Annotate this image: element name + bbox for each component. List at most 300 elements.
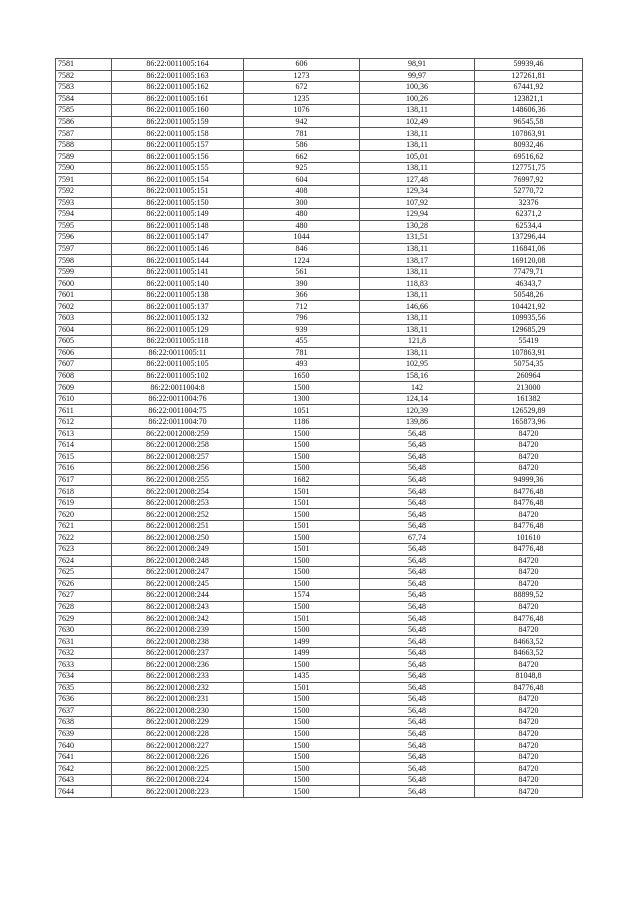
- row-number-cell: 7607: [56, 359, 112, 371]
- cadastral-value-cell: 84720: [475, 717, 583, 729]
- table-row: [56, 555, 583, 567]
- unit-value-cell: 139,86: [360, 416, 475, 428]
- cadastral-value-cell: 84663,52: [475, 647, 583, 659]
- cadastral-number-cell: 86:22:0011005:158: [112, 128, 244, 140]
- row-number-cell: 7622: [56, 532, 112, 544]
- area-value-cell: 604: [244, 174, 360, 186]
- table-row: [56, 70, 583, 82]
- row-number-cell: 7616: [56, 463, 112, 475]
- row-number-cell: 7592: [56, 186, 112, 198]
- cadastral-number-cell: 86:22:0011005:162: [112, 82, 244, 94]
- table-body: [56, 59, 583, 798]
- cadastral-value-cell: 96545,58: [475, 116, 583, 128]
- area-value-cell: 1435: [244, 670, 360, 682]
- row-number-cell: 7585: [56, 105, 112, 117]
- table-row: [56, 497, 583, 509]
- cadastral-number-cell: 86:22:0012008:233: [112, 670, 244, 682]
- row-number-cell: 7619: [56, 497, 112, 509]
- cadastral-value-cell: 84720: [475, 428, 583, 440]
- area-value-cell: 1499: [244, 647, 360, 659]
- cadastral-number-cell: 86:22:0012008:225: [112, 763, 244, 775]
- unit-value-cell: 56,48: [360, 774, 475, 786]
- table-row: [56, 59, 583, 71]
- cadastral-value-cell: 84720: [475, 751, 583, 763]
- area-value-cell: 1500: [244, 786, 360, 798]
- area-value-cell: 1500: [244, 555, 360, 567]
- cadastral-value-cell: 84720: [475, 555, 583, 567]
- cadastral-value-cell: 80932,46: [475, 139, 583, 151]
- cadastral-value-cell: 116841,06: [475, 243, 583, 255]
- table-row: [56, 93, 583, 105]
- area-value-cell: 672: [244, 82, 360, 94]
- unit-value-cell: 56,48: [360, 682, 475, 694]
- unit-value-cell: 138,11: [360, 347, 475, 359]
- table-row: [56, 82, 583, 94]
- row-number-cell: 7615: [56, 451, 112, 463]
- cadastral-value-cell: 62371,2: [475, 209, 583, 221]
- unit-value-cell: 131,51: [360, 232, 475, 244]
- unit-value-cell: 127,48: [360, 174, 475, 186]
- table-row: [56, 440, 583, 452]
- unit-value-cell: 100,26: [360, 93, 475, 105]
- area-value-cell: 1044: [244, 232, 360, 244]
- cadastral-number-cell: 86:22:0012008:238: [112, 636, 244, 648]
- table-row: [56, 266, 583, 278]
- unit-value-cell: 56,48: [360, 486, 475, 498]
- area-value-cell: 408: [244, 186, 360, 198]
- table-row: [56, 289, 583, 301]
- unit-value-cell: 142: [360, 382, 475, 394]
- row-number-cell: 7605: [56, 336, 112, 348]
- cadastral-number-cell: 86:22:0012008:228: [112, 728, 244, 740]
- row-number-cell: 7586: [56, 116, 112, 128]
- unit-value-cell: 56,48: [360, 590, 475, 602]
- table-row: [56, 659, 583, 671]
- unit-value-cell: 138,11: [360, 139, 475, 151]
- cadastral-number-cell: 86:22:0012008:255: [112, 474, 244, 486]
- table-row: [56, 232, 583, 244]
- unit-value-cell: 56,48: [360, 786, 475, 798]
- area-value-cell: 480: [244, 209, 360, 221]
- row-number-cell: 7600: [56, 278, 112, 290]
- cadastral-number-cell: 86:22:0012008:237: [112, 647, 244, 659]
- area-value-cell: 1500: [244, 509, 360, 521]
- row-number-cell: 7643: [56, 774, 112, 786]
- cadastral-value-cell: 109935,56: [475, 313, 583, 325]
- cadastral-value-cell: 84720: [475, 624, 583, 636]
- area-value-cell: 1500: [244, 451, 360, 463]
- cadastral-number-cell: 86:22:0011005:163: [112, 70, 244, 82]
- cadastral-number-cell: 86:22:0011005:147: [112, 232, 244, 244]
- table-row: [56, 486, 583, 498]
- cadastral-value-cell: 260964: [475, 370, 583, 382]
- area-value-cell: 1500: [244, 578, 360, 590]
- cadastral-value-cell: 84720: [475, 509, 583, 521]
- unit-value-cell: 56,48: [360, 717, 475, 729]
- unit-value-cell: 56,48: [360, 728, 475, 740]
- row-number-cell: 7595: [56, 220, 112, 232]
- area-value-cell: 1051: [244, 405, 360, 417]
- area-value-cell: 1500: [244, 567, 360, 579]
- cadastral-number-cell: 86:22:0011005:118: [112, 336, 244, 348]
- cadastral-value-cell: 84720: [475, 567, 583, 579]
- table-row: [56, 474, 583, 486]
- unit-value-cell: 138,11: [360, 128, 475, 140]
- cadastral-number-cell: 86:22:0011005:138: [112, 289, 244, 301]
- area-value-cell: 480: [244, 220, 360, 232]
- cadastral-value-cell: 101610: [475, 532, 583, 544]
- area-value-cell: 493: [244, 359, 360, 371]
- cadastral-number-cell: 86:22:0011004:8: [112, 382, 244, 394]
- row-number-cell: 7598: [56, 255, 112, 267]
- table-row: [56, 613, 583, 625]
- cadastral-number-cell: 86:22:0012008:259: [112, 428, 244, 440]
- cadastral-value-cell: 123821,1: [475, 93, 583, 105]
- cadastral-number-cell: 86:22:0011005:146: [112, 243, 244, 255]
- cadastral-value-cell: 84720: [475, 786, 583, 798]
- area-value-cell: 1501: [244, 613, 360, 625]
- cadastral-number-cell: 86:22:0011004:75: [112, 405, 244, 417]
- area-value-cell: 925: [244, 162, 360, 174]
- table-row: [56, 451, 583, 463]
- unit-value-cell: 130,28: [360, 220, 475, 232]
- cadastral-value-cell: 84776,48: [475, 520, 583, 532]
- cadastral-value-cell: 84720: [475, 774, 583, 786]
- unit-value-cell: 138,11: [360, 266, 475, 278]
- table-row: [56, 139, 583, 151]
- unit-value-cell: 102,95: [360, 359, 475, 371]
- cadastral-number-cell: 86:22:0011004:76: [112, 393, 244, 405]
- table-row: [56, 359, 583, 371]
- cadastral-number-cell: 86:22:0012008:244: [112, 590, 244, 602]
- unit-value-cell: 56,48: [360, 740, 475, 752]
- row-number-cell: 7588: [56, 139, 112, 151]
- cadastral-value-cell: 213000: [475, 382, 583, 394]
- cadastral-number-cell: 86:22:0011005:11: [112, 347, 244, 359]
- table-row: [56, 405, 583, 417]
- row-number-cell: 7596: [56, 232, 112, 244]
- area-value-cell: 1501: [244, 497, 360, 509]
- cadastral-value-cell: 165873,96: [475, 416, 583, 428]
- unit-value-cell: 105,01: [360, 151, 475, 163]
- cadastral-number-cell: 86:22:0011005:102: [112, 370, 244, 382]
- cadastral-number-cell: 86:22:0012008:230: [112, 705, 244, 717]
- area-value-cell: 1682: [244, 474, 360, 486]
- table-row: [56, 382, 583, 394]
- table-row: [56, 717, 583, 729]
- cadastral-number-cell: 86:22:0011005:157: [112, 139, 244, 151]
- unit-value-cell: 56,48: [360, 463, 475, 475]
- table-row: [56, 624, 583, 636]
- cadastral-number-cell: 86:22:0012008:248: [112, 555, 244, 567]
- cadastral-value-cell: 55419: [475, 336, 583, 348]
- row-number-cell: 7640: [56, 740, 112, 752]
- table-row: [56, 520, 583, 532]
- cadastral-value-cell: 104421,92: [475, 301, 583, 313]
- unit-value-cell: 56,48: [360, 694, 475, 706]
- cadastral-number-cell: 86:22:0011005:154: [112, 174, 244, 186]
- table-row: [56, 151, 583, 163]
- area-value-cell: 1500: [244, 659, 360, 671]
- table-row: [56, 578, 583, 590]
- cadastral-number-cell: 86:22:0011005:132: [112, 313, 244, 325]
- unit-value-cell: 56,48: [360, 763, 475, 775]
- cadastral-number-cell: 86:22:0012008:251: [112, 520, 244, 532]
- area-value-cell: 1500: [244, 705, 360, 717]
- row-number-cell: 7581: [56, 59, 112, 71]
- cadastral-value-cell: 69516,62: [475, 151, 583, 163]
- area-value-cell: 781: [244, 347, 360, 359]
- cadastral-number-cell: 86:22:0012008:229: [112, 717, 244, 729]
- cadastral-number-cell: 86:22:0012008:227: [112, 740, 244, 752]
- cadastral-value-cell: 84776,48: [475, 486, 583, 498]
- table-row: [56, 174, 583, 186]
- cadastral-value-cell: 126529,89: [475, 405, 583, 417]
- cadastral-number-cell: 86:22:0011005:105: [112, 359, 244, 371]
- row-number-cell: 7599: [56, 266, 112, 278]
- table-row: [56, 428, 583, 440]
- table-row: [56, 162, 583, 174]
- table-row: [56, 243, 583, 255]
- unit-value-cell: 138,11: [360, 162, 475, 174]
- unit-value-cell: 138,11: [360, 243, 475, 255]
- cadastral-value-cell: 50754,35: [475, 359, 583, 371]
- table-row: [56, 463, 583, 475]
- area-value-cell: 1500: [244, 440, 360, 452]
- cadastral-number-cell: 86:22:0012008:247: [112, 567, 244, 579]
- row-number-cell: 7633: [56, 659, 112, 671]
- row-number-cell: 7631: [56, 636, 112, 648]
- row-number-cell: 7604: [56, 324, 112, 336]
- unit-value-cell: 56,48: [360, 567, 475, 579]
- cadastral-value-cell: 137296,44: [475, 232, 583, 244]
- row-number-cell: 7620: [56, 509, 112, 521]
- unit-value-cell: 107,92: [360, 197, 475, 209]
- area-value-cell: 1500: [244, 463, 360, 475]
- cadastral-number-cell: 86:22:0012008:250: [112, 532, 244, 544]
- table-row: [56, 532, 583, 544]
- unit-value-cell: 56,48: [360, 555, 475, 567]
- row-number-cell: 7618: [56, 486, 112, 498]
- table-row: [56, 186, 583, 198]
- row-number-cell: 7632: [56, 647, 112, 659]
- cadastral-value-cell: 84663,52: [475, 636, 583, 648]
- cadastral-value-cell: 94999,36: [475, 474, 583, 486]
- table-row: [56, 774, 583, 786]
- area-value-cell: 796: [244, 313, 360, 325]
- row-number-cell: 7627: [56, 590, 112, 602]
- cadastral-number-cell: 86:22:0011005:159: [112, 116, 244, 128]
- unit-value-cell: 102,49: [360, 116, 475, 128]
- table-row: [56, 209, 583, 221]
- unit-value-cell: 56,48: [360, 670, 475, 682]
- cadastral-number-cell: 86:22:0011005:148: [112, 220, 244, 232]
- area-value-cell: 712: [244, 301, 360, 313]
- row-number-cell: 7593: [56, 197, 112, 209]
- cadastral-value-cell: 84720: [475, 740, 583, 752]
- unit-value-cell: 56,48: [360, 659, 475, 671]
- row-number-cell: 7625: [56, 567, 112, 579]
- row-number-cell: 7641: [56, 751, 112, 763]
- cadastral-number-cell: 86:22:0011005:141: [112, 266, 244, 278]
- area-value-cell: 1500: [244, 624, 360, 636]
- unit-value-cell: 118,83: [360, 278, 475, 290]
- cadastral-value-cell: 46343,7: [475, 278, 583, 290]
- table-row: [56, 105, 583, 117]
- cadastral-value-cell: 84720: [475, 578, 583, 590]
- row-number-cell: 7613: [56, 428, 112, 440]
- unit-value-cell: 56,48: [360, 520, 475, 532]
- area-value-cell: 606: [244, 59, 360, 71]
- row-number-cell: 7636: [56, 694, 112, 706]
- area-value-cell: 1501: [244, 682, 360, 694]
- cadastral-number-cell: 86:22:0012008:253: [112, 497, 244, 509]
- unit-value-cell: 67,74: [360, 532, 475, 544]
- row-number-cell: 7626: [56, 578, 112, 590]
- cadastral-value-cell: 107863,91: [475, 347, 583, 359]
- row-number-cell: 7582: [56, 70, 112, 82]
- row-number-cell: 7637: [56, 705, 112, 717]
- cadastral-value-cell: 67441,92: [475, 82, 583, 94]
- row-number-cell: 7594: [56, 209, 112, 221]
- table-row: [56, 255, 583, 267]
- cadastral-value-cell: 84720: [475, 763, 583, 775]
- row-number-cell: 7601: [56, 289, 112, 301]
- table-row: [56, 393, 583, 405]
- unit-value-cell: 56,48: [360, 613, 475, 625]
- area-value-cell: 300: [244, 197, 360, 209]
- row-number-cell: 7635: [56, 682, 112, 694]
- row-number-cell: 7634: [56, 670, 112, 682]
- cadastral-value-cell: 50548,26: [475, 289, 583, 301]
- cadastral-number-cell: 86:22:0012008:224: [112, 774, 244, 786]
- cadastral-number-cell: 86:22:0011005:164: [112, 59, 244, 71]
- row-number-cell: 7621: [56, 520, 112, 532]
- area-value-cell: 586: [244, 139, 360, 151]
- row-number-cell: 7589: [56, 151, 112, 163]
- cadastral-number-cell: 86:22:0011005:150: [112, 197, 244, 209]
- row-number-cell: 7611: [56, 405, 112, 417]
- table-row: [56, 740, 583, 752]
- table-row: [56, 636, 583, 648]
- cadastral-value-cell: 84720: [475, 601, 583, 613]
- cadastral-number-cell: 86:22:0011005:155: [112, 162, 244, 174]
- table-row: [56, 751, 583, 763]
- cadastral-value-cell: 84776,48: [475, 682, 583, 694]
- area-value-cell: 1500: [244, 763, 360, 775]
- table-row: [56, 786, 583, 798]
- unit-value-cell: 56,48: [360, 578, 475, 590]
- unit-value-cell: 56,48: [360, 751, 475, 763]
- cadastral-value-cell: 169120,08: [475, 255, 583, 267]
- area-value-cell: 939: [244, 324, 360, 336]
- area-value-cell: 1501: [244, 543, 360, 555]
- cadastral-value-cell: 59939,46: [475, 59, 583, 71]
- cadastral-value-cell: 107863,91: [475, 128, 583, 140]
- cadastral-value-cell: 84776,48: [475, 543, 583, 555]
- cadastral-value-table: [55, 58, 583, 798]
- row-number-cell: 7608: [56, 370, 112, 382]
- area-value-cell: 781: [244, 128, 360, 140]
- area-value-cell: 1499: [244, 636, 360, 648]
- cadastral-number-cell: 86:22:0012008:236: [112, 659, 244, 671]
- row-number-cell: 7583: [56, 82, 112, 94]
- cadastral-number-cell: 86:22:0012008:243: [112, 601, 244, 613]
- area-value-cell: 1500: [244, 694, 360, 706]
- row-number-cell: 7591: [56, 174, 112, 186]
- row-number-cell: 7597: [56, 243, 112, 255]
- row-number-cell: 7584: [56, 93, 112, 105]
- unit-value-cell: 120,39: [360, 405, 475, 417]
- cadastral-value-cell: 127261,81: [475, 70, 583, 82]
- cadastral-number-cell: 86:22:0012008:231: [112, 694, 244, 706]
- cadastral-value-cell: 88899,52: [475, 590, 583, 602]
- area-value-cell: 1235: [244, 93, 360, 105]
- cadastral-number-cell: 86:22:0012008:242: [112, 613, 244, 625]
- table-row: [56, 324, 583, 336]
- cadastral-number-cell: 86:22:0012008:245: [112, 578, 244, 590]
- unit-value-cell: 56,48: [360, 497, 475, 509]
- row-number-cell: 7602: [56, 301, 112, 313]
- cadastral-number-cell: 86:22:0011005:144: [112, 255, 244, 267]
- table-row: [56, 128, 583, 140]
- unit-value-cell: 124,14: [360, 393, 475, 405]
- unit-value-cell: 138,11: [360, 289, 475, 301]
- area-value-cell: 455: [244, 336, 360, 348]
- cadastral-value-cell: 129685,29: [475, 324, 583, 336]
- cadastral-number-cell: 86:22:0012008:254: [112, 486, 244, 498]
- unit-value-cell: 56,48: [360, 428, 475, 440]
- area-value-cell: 1650: [244, 370, 360, 382]
- cadastral-value-cell: 84776,48: [475, 497, 583, 509]
- table-row: [56, 682, 583, 694]
- area-value-cell: 1500: [244, 428, 360, 440]
- unit-value-cell: 56,48: [360, 543, 475, 555]
- row-number-cell: 7642: [56, 763, 112, 775]
- area-value-cell: 662: [244, 151, 360, 163]
- row-number-cell: 7639: [56, 728, 112, 740]
- table-row: [56, 567, 583, 579]
- unit-value-cell: 56,48: [360, 636, 475, 648]
- cadastral-number-cell: 86:22:0012008:252: [112, 509, 244, 521]
- table-row: [56, 416, 583, 428]
- area-value-cell: 1574: [244, 590, 360, 602]
- area-value-cell: 1186: [244, 416, 360, 428]
- table-row: [56, 313, 583, 325]
- table-row: [56, 601, 583, 613]
- row-number-cell: 7617: [56, 474, 112, 486]
- unit-value-cell: 56,48: [360, 509, 475, 521]
- unit-value-cell: 56,48: [360, 624, 475, 636]
- row-number-cell: 7612: [56, 416, 112, 428]
- area-value-cell: 1224: [244, 255, 360, 267]
- area-value-cell: 1300: [244, 393, 360, 405]
- table-row: [56, 278, 583, 290]
- table-row: [56, 347, 583, 359]
- cadastral-number-cell: 86:22:0011005:149: [112, 209, 244, 221]
- row-number-cell: 7603: [56, 313, 112, 325]
- unit-value-cell: 56,48: [360, 601, 475, 613]
- area-value-cell: 561: [244, 266, 360, 278]
- table-row: [56, 728, 583, 740]
- table-row: [56, 301, 583, 313]
- unit-value-cell: 56,48: [360, 474, 475, 486]
- area-value-cell: 1500: [244, 728, 360, 740]
- row-number-cell: 7638: [56, 717, 112, 729]
- table-row: [56, 220, 583, 232]
- unit-value-cell: 158,16: [360, 370, 475, 382]
- cadastral-value-cell: 84720: [475, 451, 583, 463]
